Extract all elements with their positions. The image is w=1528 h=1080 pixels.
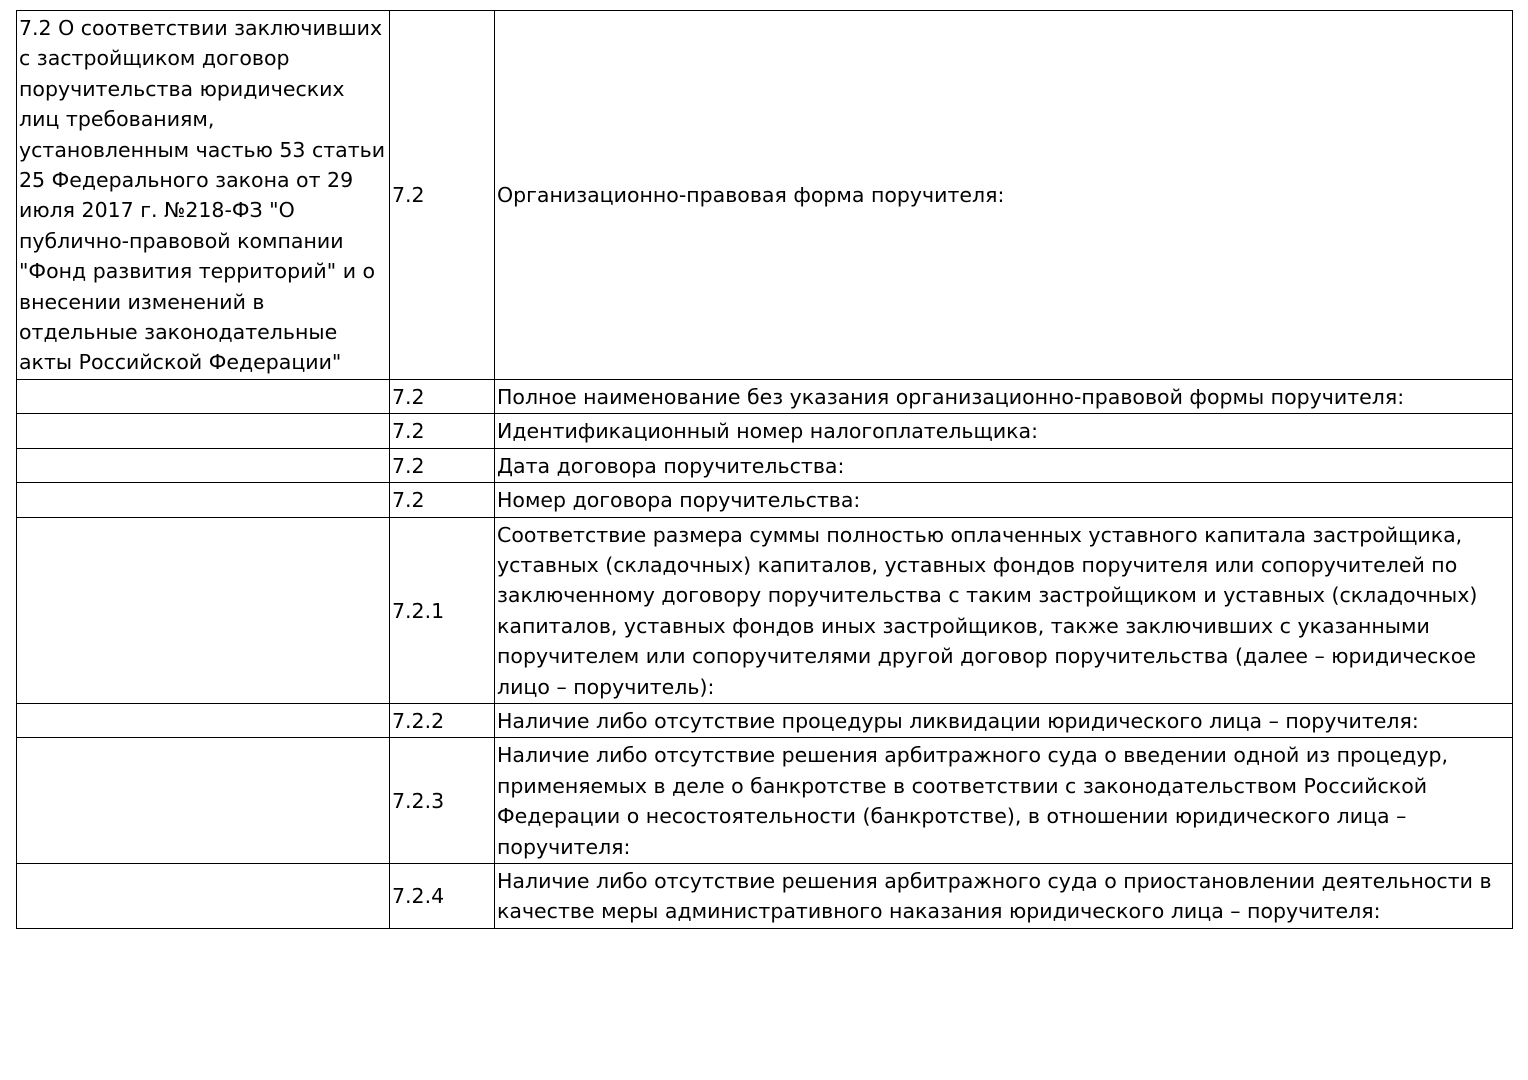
item-number: 7.2.3 xyxy=(390,738,495,864)
item-number: 7.2.2 xyxy=(390,703,495,737)
section-title-cell xyxy=(17,11,390,380)
table-row xyxy=(17,414,1513,448)
item-description: Наличие либо отсутствие решения арбитражного суда о введении одной из процедур, применяемых в деле о банкротстве в соответствии с законодательством Российской Федерации о несостоятельности (банкротстве), в отношении юридического лица – поручителя: xyxy=(495,738,1513,864)
item-description: Дата договора поручительства: xyxy=(495,448,1513,482)
table-row xyxy=(17,11,1513,380)
empty-cell xyxy=(17,863,390,928)
table-row xyxy=(17,379,1513,413)
table-row xyxy=(17,517,1513,703)
item-description: Организационно-правовая форма поручителя: xyxy=(495,11,1513,380)
table-row xyxy=(17,448,1513,482)
empty-cell xyxy=(17,414,390,448)
item-number: 7.2.4 xyxy=(390,863,495,928)
item-number: 7.2 xyxy=(390,448,495,482)
item-description: Соответствие размера суммы полностью оплаченных уставного капитала застройщика, уставных (складочных) капиталов, уставных фондов поручителя или сопоручителей по заключенному договору поручительства с таким застройщиком и уставных (складочных) капиталов, уставных фондов иных застройщиков, также заключивших с указанными поручителем или сопоручителями другой договор поручительства (далее – юридическое лицо – поручитель): xyxy=(495,517,1513,703)
table-row xyxy=(17,483,1513,517)
item-description: Наличие либо отсутствие решения арбитражного суда о приостановлении деятельности в качестве меры административного наказания юридического лица – поручителя: xyxy=(495,863,1513,928)
empty-cell xyxy=(17,738,390,864)
item-number: 7.2 xyxy=(390,483,495,517)
empty-cell xyxy=(17,379,390,413)
empty-cell xyxy=(17,517,390,703)
item-description: Полное наименование без указания организационно-правовой формы поручителя: xyxy=(495,379,1513,413)
empty-cell xyxy=(17,448,390,482)
disclosure-table xyxy=(16,10,1513,929)
item-description: Номер договора поручительства: xyxy=(495,483,1513,517)
item-number: 7.2 xyxy=(390,414,495,448)
table-row xyxy=(17,863,1513,928)
empty-cell xyxy=(17,483,390,517)
table-row xyxy=(17,703,1513,737)
item-number: 7.2 xyxy=(390,11,495,380)
item-number: 7.2 xyxy=(390,379,495,413)
item-description: Идентификационный номер налогоплательщика: xyxy=(495,414,1513,448)
item-number: 7.2.1 xyxy=(390,517,495,703)
section-title: 7.2 О соответствии заключивших с застройщиком договор поручительства юридических лиц требованиям, установленным частью 53 статьи 25 Федерального закона от 29 июля 2017 г. №218-ФЗ "О публично-правовой компании "Фонд развития территорий" и о внесении изменений в отдельные законодательные акты Российской Федерации" xyxy=(19,16,386,375)
table-row xyxy=(17,738,1513,864)
item-description: Наличие либо отсутствие процедуры ликвидации юридического лица – поручителя: xyxy=(495,703,1513,737)
empty-cell xyxy=(17,703,390,737)
